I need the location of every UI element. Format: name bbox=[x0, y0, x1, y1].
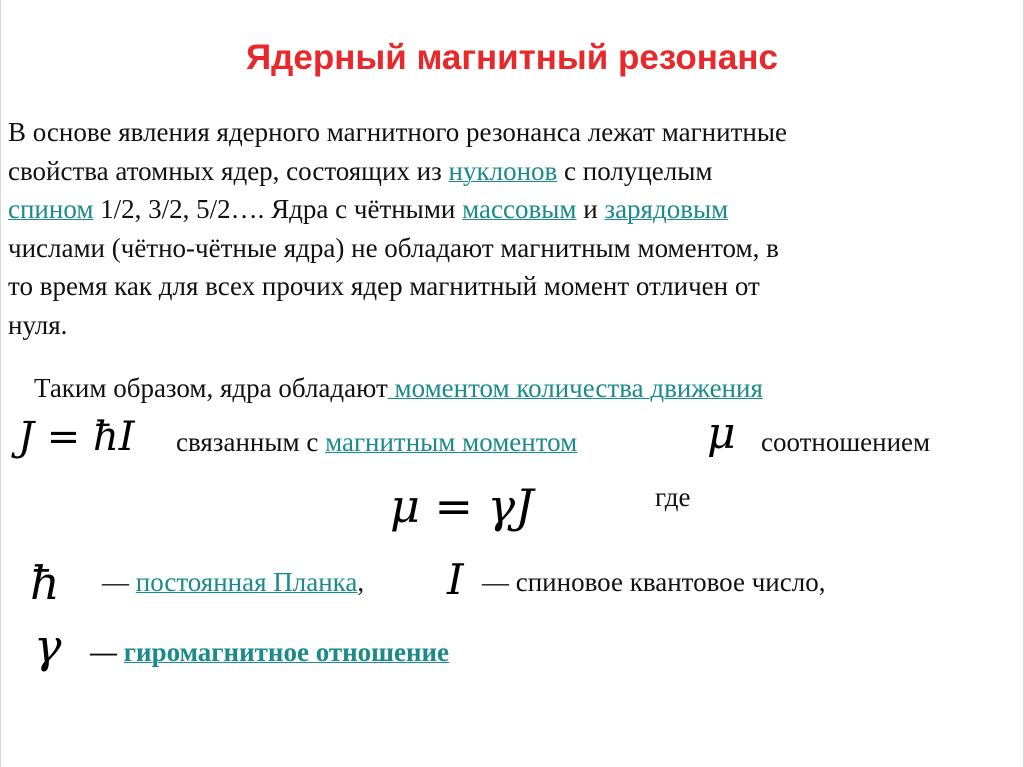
relation-word: соотношением bbox=[761, 427, 931, 457]
text-fragment: свойства атомных ядер, состоящих из bbox=[8, 155, 449, 186]
text-fragment: — bbox=[90, 637, 124, 667]
left-border bbox=[0, 0, 1, 767]
text-fragment: , bbox=[357, 567, 365, 597]
paragraph-line-6: нуля. bbox=[8, 309, 68, 340]
paragraph-line-5: то время как для всех прочих ядер магнитный момент отличен от bbox=[8, 271, 760, 302]
text-fragment: и bbox=[576, 194, 605, 225]
paragraph-line-2 bbox=[8, 152, 1008, 191]
gyromagnetic-ratio-link[interactable]: гиромагнитное отношение bbox=[123, 637, 450, 667]
text-fragment: с полуцелым bbox=[557, 155, 713, 186]
text-fragment: 1/2, 3/2, 5/2…. Ядра с чётными bbox=[93, 194, 463, 225]
hbar-symbol: ħ bbox=[30, 556, 60, 610]
spin-i-symbol: I bbox=[447, 555, 464, 604]
magnetic-moment-line bbox=[176, 427, 577, 458]
planck-line bbox=[102, 567, 364, 598]
planck-constant-link[interactable]: постоянная Планка bbox=[135, 567, 358, 597]
spin-link[interactable]: спином bbox=[8, 194, 94, 225]
magnetic-moment-link[interactable]: магнитным моментом bbox=[325, 427, 578, 457]
mass-number-link[interactable]: массовым bbox=[462, 194, 577, 225]
slide-title: Ядерный магнитный резонанс bbox=[246, 38, 778, 77]
nucleons-link[interactable]: нуклонов bbox=[448, 155, 558, 186]
gamma-symbol: γ bbox=[34, 619, 62, 673]
text-fragment: — bbox=[102, 567, 136, 597]
mu-symbol: μ bbox=[707, 408, 736, 459]
where-word: где bbox=[655, 482, 691, 512]
angular-momentum-line bbox=[34, 373, 763, 404]
intro-paragraph bbox=[8, 113, 1008, 345]
formula-j-hbar-i: J = ħI bbox=[18, 414, 135, 460]
text-fragment: связанным с bbox=[176, 427, 326, 457]
angular-momentum-link[interactable]: моментом количества движения bbox=[387, 373, 763, 403]
formula-mu-gamma-j: μ = γJ bbox=[390, 479, 534, 533]
gyromagnetic-line bbox=[90, 637, 449, 668]
text-fragment: Таким образом, ядра обладают bbox=[34, 373, 388, 403]
paragraph-line-3 bbox=[8, 190, 1008, 229]
spin-quantum-number-text: — спиновое квантовое число, bbox=[482, 567, 826, 597]
paragraph-line-4: числами (чётно-чётные ядра) не обладают магнитным моментом, в bbox=[8, 232, 779, 263]
charge-number-link[interactable]: зарядовым bbox=[604, 194, 729, 225]
paragraph-line-1: В основе явления ядерного магнитного резонанса лежат магнитные bbox=[8, 117, 787, 147]
